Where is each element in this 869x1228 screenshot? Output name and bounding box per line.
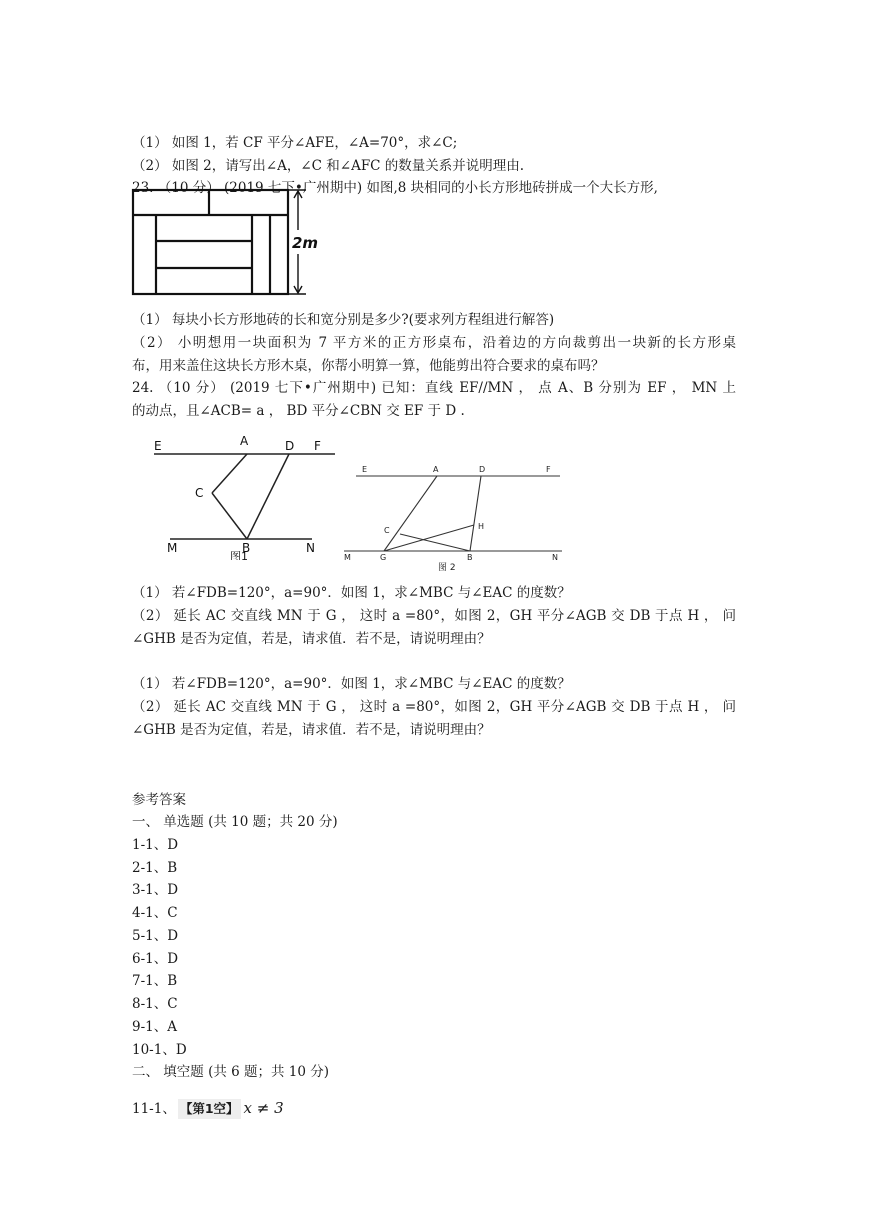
q24-repeat-part2-line2: ∠GHB 是否为定值，若是，请求值．若不是，请说明理由？: [132, 722, 491, 738]
answers-section-2: 二、 填空题 (共 6 题；共 10 分): [132, 1064, 330, 1080]
fig1-label-F: F: [314, 439, 321, 453]
answer-item: 9-1、A: [132, 1019, 177, 1035]
fill-answer-label: 11-1、: [132, 1101, 176, 1117]
fig2-label-H: H: [478, 522, 485, 531]
fig1-label-N: N: [306, 541, 315, 555]
fig1-label-B: B: [242, 541, 251, 555]
fig2-caption: 图 2: [438, 563, 456, 573]
answer-item: 5-1、D: [132, 928, 179, 944]
fig2-label-G: G: [380, 553, 387, 560]
q24-repeat-part1: （1） 若∠FDB=120°，a=90°．如图 1，求∠MBC 与∠EAC 的度数？: [132, 676, 571, 692]
fig1-label-D: D: [285, 439, 295, 453]
fig1-caption: 图1: [230, 550, 248, 560]
q23-header: 23. （10 分） (2019 七下•广州期中) 如图,8 块相同的小长方形地砖拼成一个大长方形,: [132, 180, 658, 196]
q24-figure-1: [150, 428, 340, 560]
fig1-label-E: E: [154, 439, 162, 453]
q23-tile-figure: [128, 184, 318, 302]
q24-header-line2: 的动点，且∠ACB= a ， BD 平分∠CBN 交 EF 于 D .: [132, 403, 465, 419]
q24-part2-line2: ∠GHB 是否为定值，若是，请求值．若不是，请说明理由？: [132, 631, 491, 647]
fig2-label-F: F: [546, 465, 551, 474]
answer-item: 4-1、C: [132, 905, 178, 921]
fill-answer-11: [132, 1098, 284, 1119]
q24-figure-2: [340, 460, 570, 573]
fig2-label-B: B: [467, 553, 473, 560]
fig2-label-D: D: [479, 465, 486, 474]
fig1-label-A: A: [240, 434, 249, 448]
q22-part1: （1） 如图 1，若 CF 平分∠AFE，∠A=70°，求∠C;: [132, 135, 458, 151]
answer-item: 6-1、D: [132, 951, 179, 967]
q23-part2-line1: （2） 小明想用一块面积为 7 平方米的正方形桌布，沿着边的方向裁剪出一块新的长方形桌: [132, 335, 736, 351]
answer-item: 2-1、B: [132, 860, 178, 876]
answer-item: 3-1、D: [132, 882, 179, 898]
q24-part1: （1） 若∠FDB=120°，a=90°．如图 1，求∠MBC 与∠EAC 的度数？: [132, 585, 571, 601]
answers-section-1: 一、 单选题 (共 10 题；共 20 分): [132, 814, 338, 830]
q23-part1: （1） 每块小长方形地砖的长和宽分别是多少?(要求列方程组进行解答): [132, 312, 555, 328]
fig1-label-C: C: [195, 486, 204, 500]
answer-item: 7-1、B: [132, 973, 178, 989]
q24-part2-line1: （2） 延长 AC 交直线 MN 于 G ， 这时 a =80°，如图 2，GH 平分∠AGB 交 DB 于点 H ， 问: [132, 608, 736, 624]
fig2-label-C: C: [384, 526, 390, 535]
answer-item: 8-1、C: [132, 996, 178, 1012]
fig2-label-A: A: [433, 465, 439, 474]
q24-header-line1: 24. （10 分） (2019 七下•广州期中) 已知：直线 EF//MN ， 点 A、B 分别为 EF ， MN 上: [132, 380, 736, 396]
q23-figure-label: 2m: [292, 234, 318, 252]
answer-item: 1-1、D: [132, 837, 179, 853]
fill-answer-value: x ≠ 3: [243, 1099, 284, 1117]
fig2-label-N: N: [552, 553, 558, 560]
q22-part2: （2） 如图 2，请写出∠A，∠C 和∠AFC 的数量关系并说明理由.: [132, 158, 525, 174]
q24-repeat-part2-line1: （2） 延长 AC 交直线 MN 于 G ， 这时 a =80°，如图 2，GH 平分∠AGB 交 DB 于点 H ， 问: [132, 699, 736, 715]
fig1-label-M: M: [167, 541, 178, 555]
fill-blank-tag: 【第1空】: [178, 1099, 241, 1119]
q23-part2-line2: 布，用来盖住这块长方形木桌，你帮小明算一算，他能剪出符合要求的桌布吗？: [132, 358, 605, 374]
fig2-label-M: M: [344, 553, 351, 560]
fig2-label-E: E: [362, 465, 368, 474]
answer-item: 10-1、D: [132, 1042, 187, 1058]
answers-title: 参考答案: [132, 792, 186, 808]
